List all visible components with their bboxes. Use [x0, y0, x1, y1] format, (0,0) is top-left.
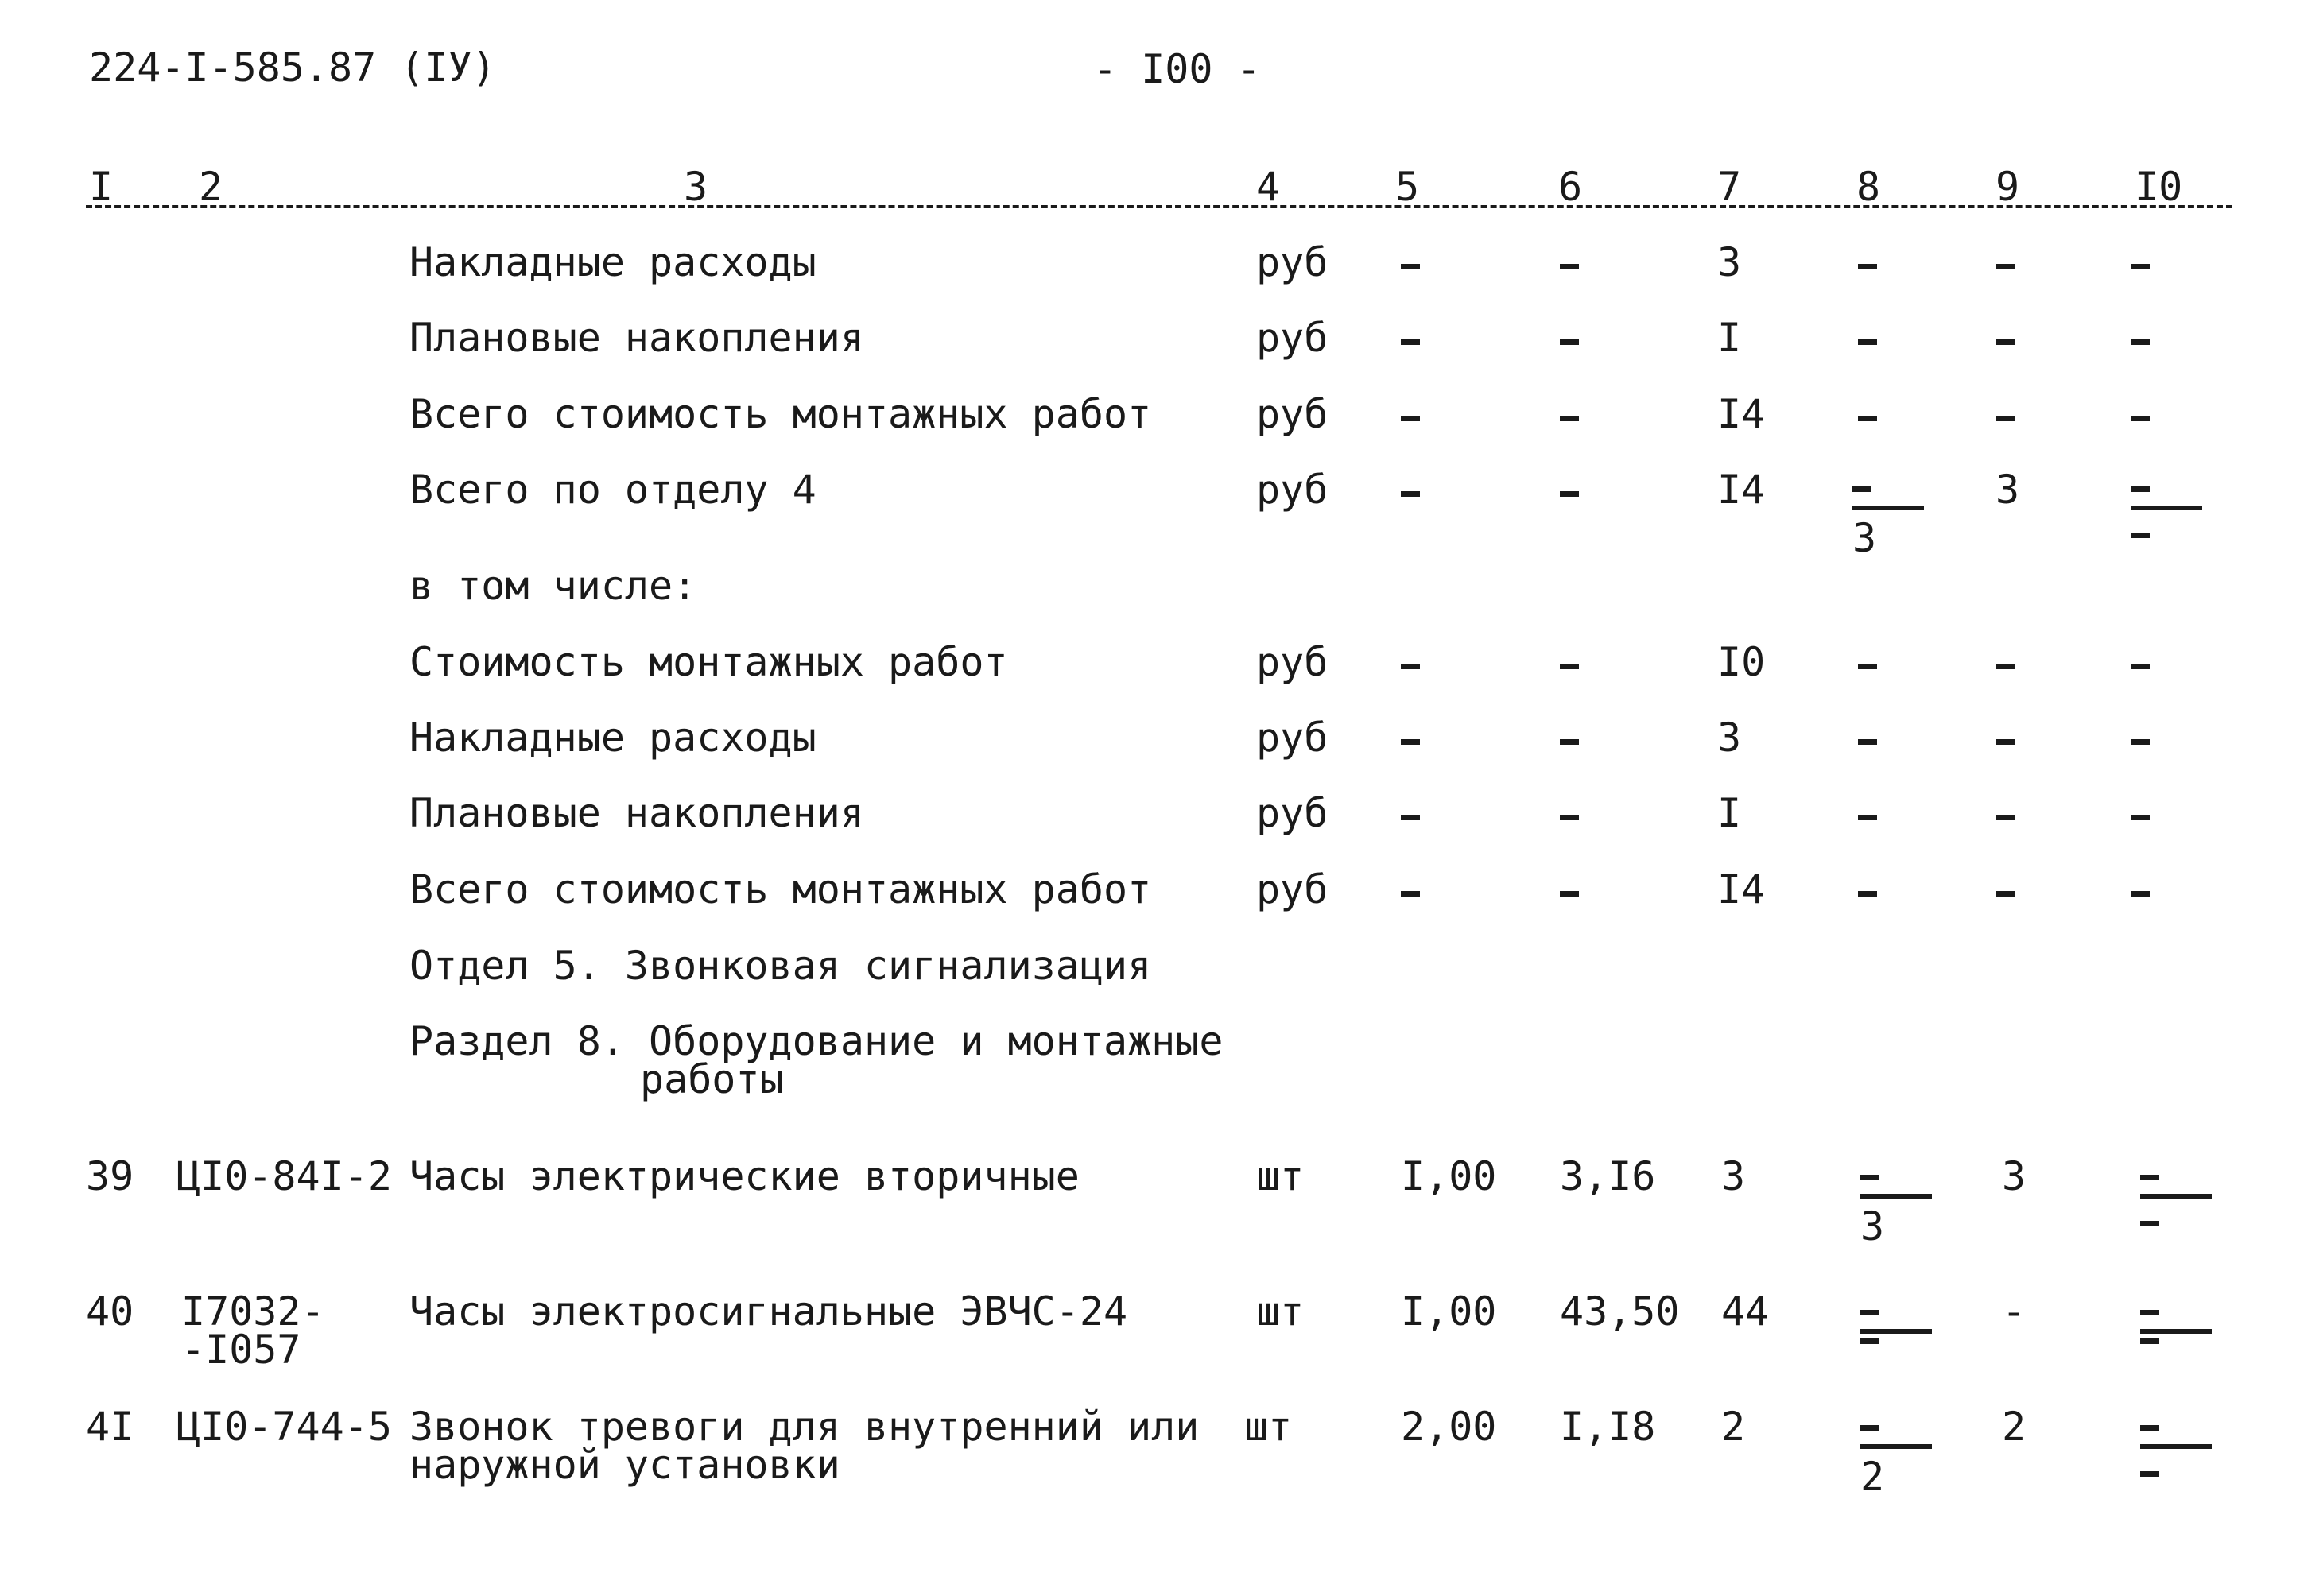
empty-cell-dash: [1858, 339, 1877, 345]
column-number: 8: [1856, 164, 1881, 210]
table-row-label: Всего по отделу 4: [409, 467, 816, 513]
table-row-label: Всего стоимость монтажных работ: [409, 391, 1152, 437]
table-row-label: Стоимость монтажных работ: [409, 639, 1008, 685]
value-cell: 3: [1717, 239, 1742, 285]
table-row-label: Накладные расходы: [409, 715, 816, 761]
empty-cell-dash: [1996, 416, 2015, 421]
unit-cell: руб: [1256, 790, 1328, 836]
table-row-label: Плановые накопления: [409, 315, 864, 361]
item-number: 4I: [86, 1404, 134, 1450]
empty-cell-dash: [1560, 264, 1579, 269]
fraction-denominator: 3: [1860, 1203, 1885, 1249]
unit-cell: шт: [1244, 1404, 1293, 1450]
empty-cell-dash: [1560, 664, 1579, 669]
item-number: 39: [86, 1153, 134, 1199]
value-cell: 3: [1721, 1153, 1746, 1199]
value-cell: 3: [1717, 715, 1742, 761]
unit-cell: руб: [1256, 391, 1328, 437]
empty-cell-dash: [1996, 664, 2015, 669]
empty-cell-dash: [1401, 264, 1420, 269]
value-cell: 3: [1996, 467, 2020, 513]
empty-cell-dash: [1560, 416, 1579, 421]
unit-cell: руб: [1256, 239, 1328, 285]
empty-cell-dash: [1858, 891, 1877, 897]
empty-cell-dash: [1858, 664, 1877, 669]
empty-cell-dash: [1560, 891, 1579, 897]
empty-cell-dash: [1996, 815, 2015, 820]
empty-cell-dash: [1401, 664, 1420, 669]
unit-cell: шт: [1256, 1153, 1305, 1199]
empty-cell-dash: [2131, 416, 2150, 421]
value-cell: I4: [1717, 866, 1766, 912]
value-cell: 3: [2002, 1153, 2027, 1199]
unit-cell: руб: [1256, 866, 1328, 912]
value-cell: I,I8: [1560, 1404, 1656, 1450]
empty-cell-dash: [2131, 339, 2150, 345]
empty-cell-dash: [1560, 815, 1579, 820]
value-cell: 2: [1721, 1404, 1746, 1450]
empty-cell-dash: [1996, 739, 2015, 745]
unit-cell: руб: [1256, 715, 1328, 761]
unit-cell: руб: [1256, 467, 1328, 513]
table-row-label: Звонок тревоги для внутренний или: [409, 1404, 1200, 1450]
empty-cell-dash: [1996, 264, 2015, 269]
column-number: I: [89, 164, 114, 210]
empty-cell-dash: [2131, 891, 2150, 897]
value-cell: 44: [1721, 1288, 1770, 1335]
empty-cell-dash: [2131, 739, 2150, 745]
item-code: ЦI0-84I-2: [176, 1153, 392, 1199]
value-cell: I: [1717, 315, 1742, 361]
unit-cell: руб: [1256, 639, 1328, 685]
empty-cell-dash: [1560, 339, 1579, 345]
value-cell: I4: [1717, 391, 1766, 437]
item-code: I7032-: [181, 1288, 325, 1335]
section-heading: Раздел 8. Оборудование и монтажные: [409, 1018, 1224, 1064]
table-row-label-continued: наружной установки: [409, 1442, 840, 1488]
value-cell: I,00: [1401, 1288, 1497, 1335]
value-cell: I,00: [1401, 1153, 1497, 1199]
value-cell: 43,50: [1560, 1288, 1680, 1335]
document-code: 224-I-585.87 (IУ): [89, 45, 496, 91]
value-cell: I: [1717, 790, 1742, 836]
item-number: 40: [86, 1288, 134, 1335]
unit-cell: шт: [1256, 1288, 1305, 1335]
empty-cell-dash: [1858, 739, 1877, 745]
empty-cell-dash: [2131, 815, 2150, 820]
fraction-denominator: 3: [1852, 515, 1877, 561]
empty-cell-dash: [1560, 739, 1579, 745]
table-row-label: Всего стоимость монтажных работ: [409, 866, 1152, 912]
column-number: 6: [1558, 164, 1583, 210]
page-number: - I00 -: [1093, 46, 1261, 92]
column-number: 9: [1996, 164, 2020, 210]
column-number: I0: [2135, 164, 2183, 210]
value-cell: I0: [1717, 639, 1766, 685]
department-heading: Отдел 5. Звонковая сигнализация: [409, 943, 1152, 989]
column-number: 7: [1717, 164, 1742, 210]
empty-cell-dash: [1560, 491, 1579, 497]
column-number: 5: [1395, 164, 1420, 210]
empty-cell-dash: [2131, 264, 2150, 269]
empty-cell-dash: [1401, 815, 1420, 820]
empty-cell-dash: [1401, 491, 1420, 497]
fraction-denominator: 2: [1860, 1454, 1885, 1500]
value-cell: -: [2002, 1288, 2027, 1335]
empty-cell-dash: [1996, 891, 2015, 897]
unit-cell: руб: [1256, 315, 1328, 361]
empty-cell-dash: [1401, 739, 1420, 745]
table-row-label: Часы электрические вторичные: [409, 1153, 1080, 1199]
empty-cell-dash: [1996, 339, 2015, 345]
item-code-continued: -I057: [181, 1327, 301, 1373]
section-heading-continued: работы: [640, 1056, 784, 1102]
empty-cell-dash: [1858, 416, 1877, 421]
empty-cell-dash: [1858, 264, 1877, 269]
section-note: в том числе:: [409, 563, 697, 609]
table-row-label: Плановые накопления: [409, 790, 864, 836]
value-cell: 2,00: [1401, 1404, 1497, 1450]
empty-cell-dash: [1401, 339, 1420, 345]
column-number: 2: [199, 164, 223, 210]
table-row-label: Накладные расходы: [409, 239, 816, 285]
empty-cell-dash: [1401, 416, 1420, 421]
item-code: ЦI0-744-5: [176, 1404, 392, 1450]
value-cell: 2: [2002, 1404, 2027, 1450]
table-row-label: Часы электросигнальные ЭВЧС-24: [409, 1288, 1128, 1335]
value-cell: 3,I6: [1560, 1153, 1656, 1199]
column-number: 4: [1256, 164, 1281, 210]
empty-cell-dash: [1858, 815, 1877, 820]
value-cell: I4: [1717, 467, 1766, 513]
header-rule: [86, 205, 2232, 208]
column-number: 3: [684, 164, 708, 210]
empty-cell-dash: [1401, 891, 1420, 897]
empty-cell-dash: [2131, 664, 2150, 669]
